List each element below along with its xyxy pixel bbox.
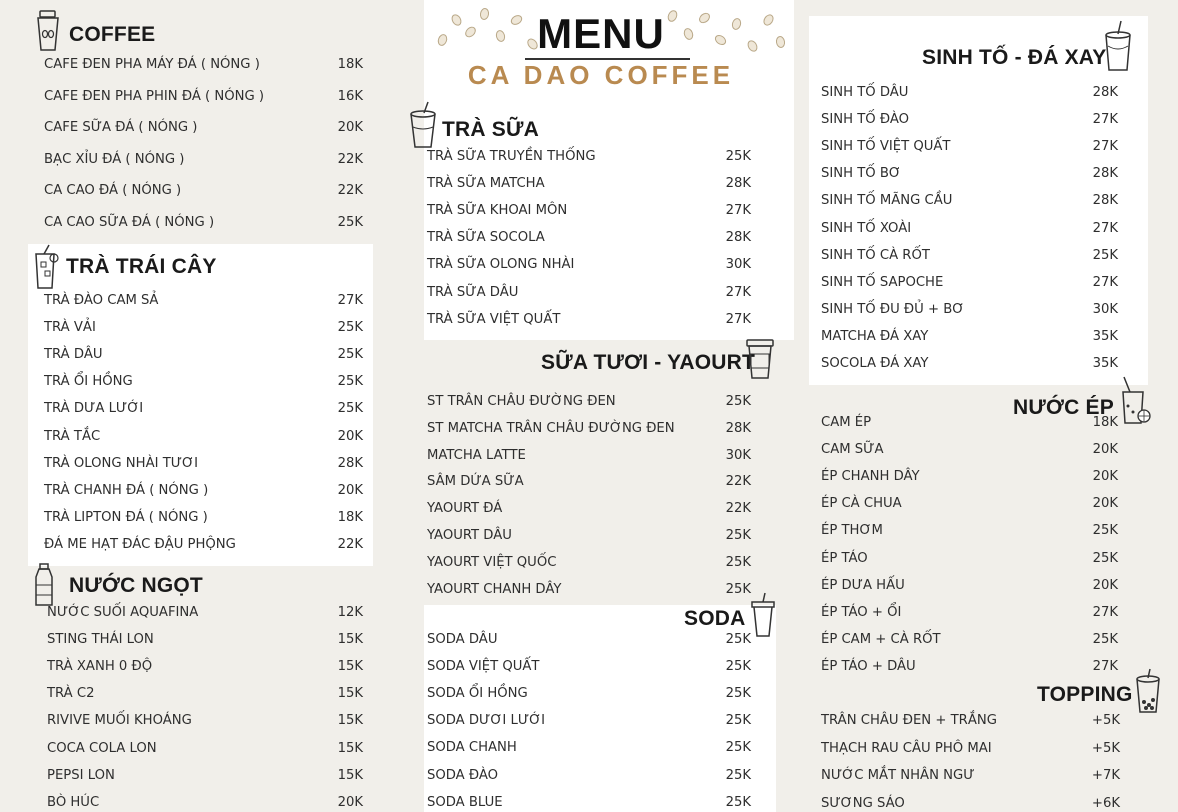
menu-item-name: TRÀ C2 bbox=[47, 686, 95, 701]
menu-item-name: TRÀ VẢI bbox=[44, 320, 96, 335]
menu-item-name: PEPSI LON bbox=[47, 768, 115, 783]
menu-item-price: 30K bbox=[1092, 302, 1118, 317]
menu-item-price: 25K bbox=[725, 713, 751, 728]
menu-item-name: CAFE ĐEN PHA PHIN ĐÁ ( NÓNG ) bbox=[44, 89, 265, 104]
menu-item-name: TRÀ SỮA VIỆT QUẤT bbox=[427, 312, 561, 327]
menu-item-name: MATCHA ĐÁ XAY bbox=[821, 329, 929, 344]
menu-item-price: 27K bbox=[725, 312, 751, 327]
menu-item-name: SINH TỐ ĐÀO bbox=[821, 112, 910, 127]
menu-item-price: 25K bbox=[337, 401, 363, 416]
menu-item-name: YAOURT ĐÁ bbox=[427, 501, 503, 516]
menu-item-name: YAOURT DÂU bbox=[427, 528, 512, 543]
menu-item-price: 15K bbox=[337, 741, 363, 756]
menu-item-price: 25K bbox=[725, 149, 751, 164]
soda-cup-icon bbox=[750, 592, 776, 638]
menu-item-price: 22K bbox=[337, 537, 363, 552]
fruit-tea-glass-icon bbox=[32, 244, 60, 290]
menu-item-name: TRÀ SỮA OLONG NHÀI bbox=[427, 257, 575, 272]
menu-item-price: 27K bbox=[1092, 605, 1118, 620]
menu-item-price: 27K bbox=[1092, 659, 1118, 674]
menu-item-name: YAOURT CHANH DÂY bbox=[427, 582, 562, 597]
menu-item-price: 22K bbox=[725, 501, 751, 516]
menu-item-name: ÉP CÀ CHUA bbox=[821, 496, 902, 511]
menu-item-price: 25K bbox=[725, 555, 751, 570]
menu-item-price: 18K bbox=[337, 57, 363, 72]
menu-item-price: 25K bbox=[1092, 523, 1118, 538]
menu-item-price: 27K bbox=[1092, 139, 1118, 154]
menu-item-price: 15K bbox=[337, 768, 363, 783]
menu-item-price: 20K bbox=[337, 795, 363, 810]
menu-item-price: 27K bbox=[725, 203, 751, 218]
menu-item-name: TRÀ SỮA TRUYỀN THỐNG bbox=[427, 149, 596, 164]
menu-item-name: ÉP DƯA HẤU bbox=[821, 578, 905, 593]
menu-item-name: ST MATCHA TRÂN CHÂU ĐƯỜNG ĐEN bbox=[427, 421, 675, 436]
menu-item-name: ÉP CHANH DÂY bbox=[821, 469, 920, 484]
menu-item-price: 35K bbox=[1092, 329, 1118, 344]
menu-item-price: 25K bbox=[725, 659, 751, 674]
menu-item-name: SODA DƯƠI LƯỚI bbox=[427, 713, 546, 728]
menu-item-price: 15K bbox=[337, 713, 363, 728]
menu-item-name: BẠC XỈU ĐÁ ( NÓNG ) bbox=[44, 152, 185, 167]
menu-item-price: 12K bbox=[337, 605, 363, 620]
menu-item-price: 28K bbox=[1092, 166, 1118, 181]
section-title-milk-tea: TRÀ SỮA bbox=[442, 118, 539, 141]
menu-item-name: TRÀ DƯA LƯỚI bbox=[44, 401, 144, 416]
menu-item-price: 25K bbox=[337, 374, 363, 389]
menu-item-name: ĐÁ ME HẠT ĐÁC ĐẬU PHỘNG bbox=[44, 537, 236, 552]
menu-item-name: ÉP THƠM bbox=[821, 523, 883, 538]
menu-item-name: BÒ HÚC bbox=[47, 795, 100, 810]
menu-item-name: SODA DÂU bbox=[427, 632, 498, 647]
menu-item-price: 15K bbox=[337, 632, 363, 647]
menu-item-name: ÉP TÁO + DÂU bbox=[821, 659, 916, 674]
menu-item-price: +6K bbox=[1091, 796, 1120, 811]
menu-item-price: +5K bbox=[1091, 713, 1120, 728]
menu-item-price: 28K bbox=[1092, 193, 1118, 208]
menu-item-price: 28K bbox=[725, 421, 751, 436]
menu-item-name: MATCHA LATTE bbox=[427, 448, 526, 463]
menu-item-price: 27K bbox=[1092, 221, 1118, 236]
menu-item-name: CAFE ĐEN PHA MÁY ĐÁ ( NÓNG ) bbox=[44, 57, 260, 72]
menu-item-price: 35K bbox=[1092, 356, 1118, 371]
menu-item-name: CAM ÉP bbox=[821, 415, 872, 430]
menu-item-price: 25K bbox=[725, 582, 751, 597]
menu-item-price: 20K bbox=[1092, 442, 1118, 457]
menu-item-name: CAFE SỮA ĐÁ ( NÓNG ) bbox=[44, 120, 198, 135]
menu-item-name: THẠCH RAU CÂU PHÔ MAI bbox=[821, 741, 992, 756]
menu-item-name: TRÀ CHANH ĐÁ ( NÓNG ) bbox=[44, 483, 209, 498]
menu-item-price: 25K bbox=[725, 686, 751, 701]
menu-item-name: TRÀ ĐÀO CAM SẢ bbox=[44, 293, 159, 308]
menu-item-name: SINH TỐ CÀ RỐT bbox=[821, 248, 930, 263]
section-title-fruit-tea: TRÀ TRÁI CÂY bbox=[66, 255, 217, 278]
menu-item-price: 25K bbox=[725, 740, 751, 755]
menu-item-price: 25K bbox=[725, 394, 751, 409]
menu-item-price: 15K bbox=[337, 659, 363, 674]
menu-item-price: 18K bbox=[337, 510, 363, 525]
menu-item-name: SINH TỐ MÃNG CẦU bbox=[821, 193, 953, 208]
menu-item-name: SINH TỐ BƠ bbox=[821, 166, 901, 181]
menu-item-price: 18K bbox=[1092, 415, 1118, 430]
menu-item-name: TRÀ SỮA KHOAI MÔN bbox=[427, 203, 568, 218]
brand-name: CA DAO COFFEE bbox=[467, 60, 735, 90]
menu-item-name: SODA ĐÀO bbox=[427, 768, 499, 783]
menu-item-price: 25K bbox=[725, 528, 751, 543]
coffee-cup-icon bbox=[36, 10, 62, 52]
menu-item-name: ÉP TÁO + ỔI bbox=[821, 605, 902, 620]
menu-item-name: TRÀ LIPTON ĐÁ ( NÓNG ) bbox=[44, 510, 208, 525]
menu-item-name: ST TRÂN CHÂU ĐƯỜNG ĐEN bbox=[427, 394, 616, 409]
menu-item-price: 25K bbox=[725, 768, 751, 783]
juice-glass-icon bbox=[1118, 376, 1152, 426]
menu-item-name: SINH TỐ ĐU ĐỦ + BƠ bbox=[821, 302, 965, 317]
section-title-smoothies: SINH TỐ - ĐÁ XAY bbox=[922, 46, 1107, 69]
menu-item-name: NƯỚC MẮT NHÂN NGƯ bbox=[821, 768, 975, 783]
menu-item-name: SODA BLUE bbox=[427, 795, 503, 810]
menu-item-price: 20K bbox=[337, 120, 363, 135]
menu-item-name: TRÂN CHÂU ĐEN + TRẮNG bbox=[821, 713, 997, 728]
menu-item-name: SÂM DỨA SỮA bbox=[427, 474, 524, 489]
menu-item-price: 28K bbox=[725, 230, 751, 245]
bottle-icon bbox=[33, 563, 55, 607]
menu-item-price: 27K bbox=[1092, 275, 1118, 290]
menu-item-name: ÉP CAM + CÀ RỐT bbox=[821, 632, 941, 647]
section-title-juice: NƯỚC ÉP bbox=[1013, 396, 1114, 419]
menu-item-price: 25K bbox=[725, 795, 751, 810]
menu-item-name: SINH TỐ VIỆT QUẤT bbox=[821, 139, 951, 154]
menu-item-name: SINH TỐ DÂU bbox=[821, 85, 909, 100]
menu-item-price: 15K bbox=[337, 686, 363, 701]
menu-item-price: 25K bbox=[1092, 632, 1118, 647]
section-title-fresh-milk: SỮA TƯƠI - YAOURT bbox=[541, 351, 756, 374]
bubble-tea-icon bbox=[1134, 668, 1162, 714]
menu-item-name: ÉP TÁO bbox=[821, 551, 868, 566]
menu-item-name: TRÀ SỮA MATCHA bbox=[427, 176, 545, 191]
menu-item-name: SODA VIỆT QUẤT bbox=[427, 659, 540, 674]
menu-item-price: 28K bbox=[337, 456, 363, 471]
menu-item-name: TRÀ SỮA SOCOLA bbox=[427, 230, 545, 245]
section-title-soft-drinks: NƯỚC NGỌT bbox=[69, 574, 203, 597]
menu-item-name: SODA CHANH bbox=[427, 740, 517, 755]
menu-item-price: 27K bbox=[337, 293, 363, 308]
milk-tea-cup-icon bbox=[409, 101, 437, 151]
menu-item-name: CA CAO ĐÁ ( NÓNG ) bbox=[44, 183, 182, 198]
takeaway-cup-icon bbox=[745, 338, 775, 380]
menu-item-name: TRÀ TẮC bbox=[44, 429, 101, 444]
menu-item-name: STING THÁI LON bbox=[47, 632, 154, 647]
menu-item-price: 22K bbox=[337, 183, 363, 198]
menu-item-price: 20K bbox=[1092, 496, 1118, 511]
section-title-topping: TOPPING bbox=[1037, 683, 1133, 706]
menu-item-price: 25K bbox=[337, 320, 363, 335]
menu-item-price: 25K bbox=[725, 632, 751, 647]
menu-item-price: 28K bbox=[1092, 85, 1118, 100]
menu-item-name: SINH TỐ XOÀI bbox=[821, 221, 912, 236]
menu-title: MENU bbox=[537, 10, 665, 57]
menu-item-name: CAM SỮA bbox=[821, 442, 884, 457]
section-title-soda: SODA bbox=[684, 607, 746, 630]
menu-item-name: RIVIVE MUỐI KHOÁNG bbox=[47, 713, 192, 728]
menu-item-name: TRÀ DÂU bbox=[44, 347, 103, 362]
menu-item-name: SƯƠNG SÁO bbox=[821, 796, 905, 811]
section-title-coffee: COFFEE bbox=[69, 23, 156, 46]
menu-item-price: 25K bbox=[337, 347, 363, 362]
menu-item-price: 22K bbox=[725, 474, 751, 489]
menu-item-price: 25K bbox=[1092, 248, 1118, 263]
menu-item-name: COCA COLA LON bbox=[47, 741, 157, 756]
menu-item-name: SINH TỐ SAPOCHE bbox=[821, 275, 944, 290]
menu-item-name: CA CAO SỮA ĐÁ ( NÓNG ) bbox=[44, 215, 215, 230]
menu-item-price: 25K bbox=[1092, 551, 1118, 566]
menu-item-name: SOCOLA ĐÁ XAY bbox=[821, 356, 929, 371]
menu-item-price: 20K bbox=[337, 429, 363, 444]
menu-item-price: 28K bbox=[725, 176, 751, 191]
menu-item-price: 20K bbox=[337, 483, 363, 498]
menu-item-price: 27K bbox=[725, 285, 751, 300]
menu-item-price: 30K bbox=[725, 448, 751, 463]
menu-item-name: YAOURT VIỆT QUỐC bbox=[427, 555, 557, 570]
menu-item-price: 27K bbox=[1092, 112, 1118, 127]
menu-item-price: +5K bbox=[1091, 741, 1120, 756]
menu-item-name: NƯỚC SUỐI AQUAFINA bbox=[47, 605, 199, 620]
menu-item-price: 30K bbox=[725, 257, 751, 272]
menu-item-name: TRÀ OLONG NHÀI TƯƠI bbox=[44, 456, 198, 471]
menu-item-price: 16K bbox=[337, 89, 363, 104]
smoothie-glass-icon bbox=[1103, 20, 1133, 72]
menu-item-price: 25K bbox=[337, 215, 363, 230]
menu-item-price: 20K bbox=[1092, 469, 1118, 484]
menu-item-price: 20K bbox=[1092, 578, 1118, 593]
menu-item-price: +7K bbox=[1091, 768, 1120, 783]
menu-item-price: 22K bbox=[337, 152, 363, 167]
menu-item-name: TRÀ ỔI HỒNG bbox=[44, 374, 133, 389]
menu-item-name: TRÀ SỮA DÂU bbox=[427, 285, 519, 300]
menu-item-name: TRÀ XANH 0 ĐỘ bbox=[47, 659, 153, 674]
menu-item-name: SODA ỔI HỒNG bbox=[427, 686, 528, 701]
